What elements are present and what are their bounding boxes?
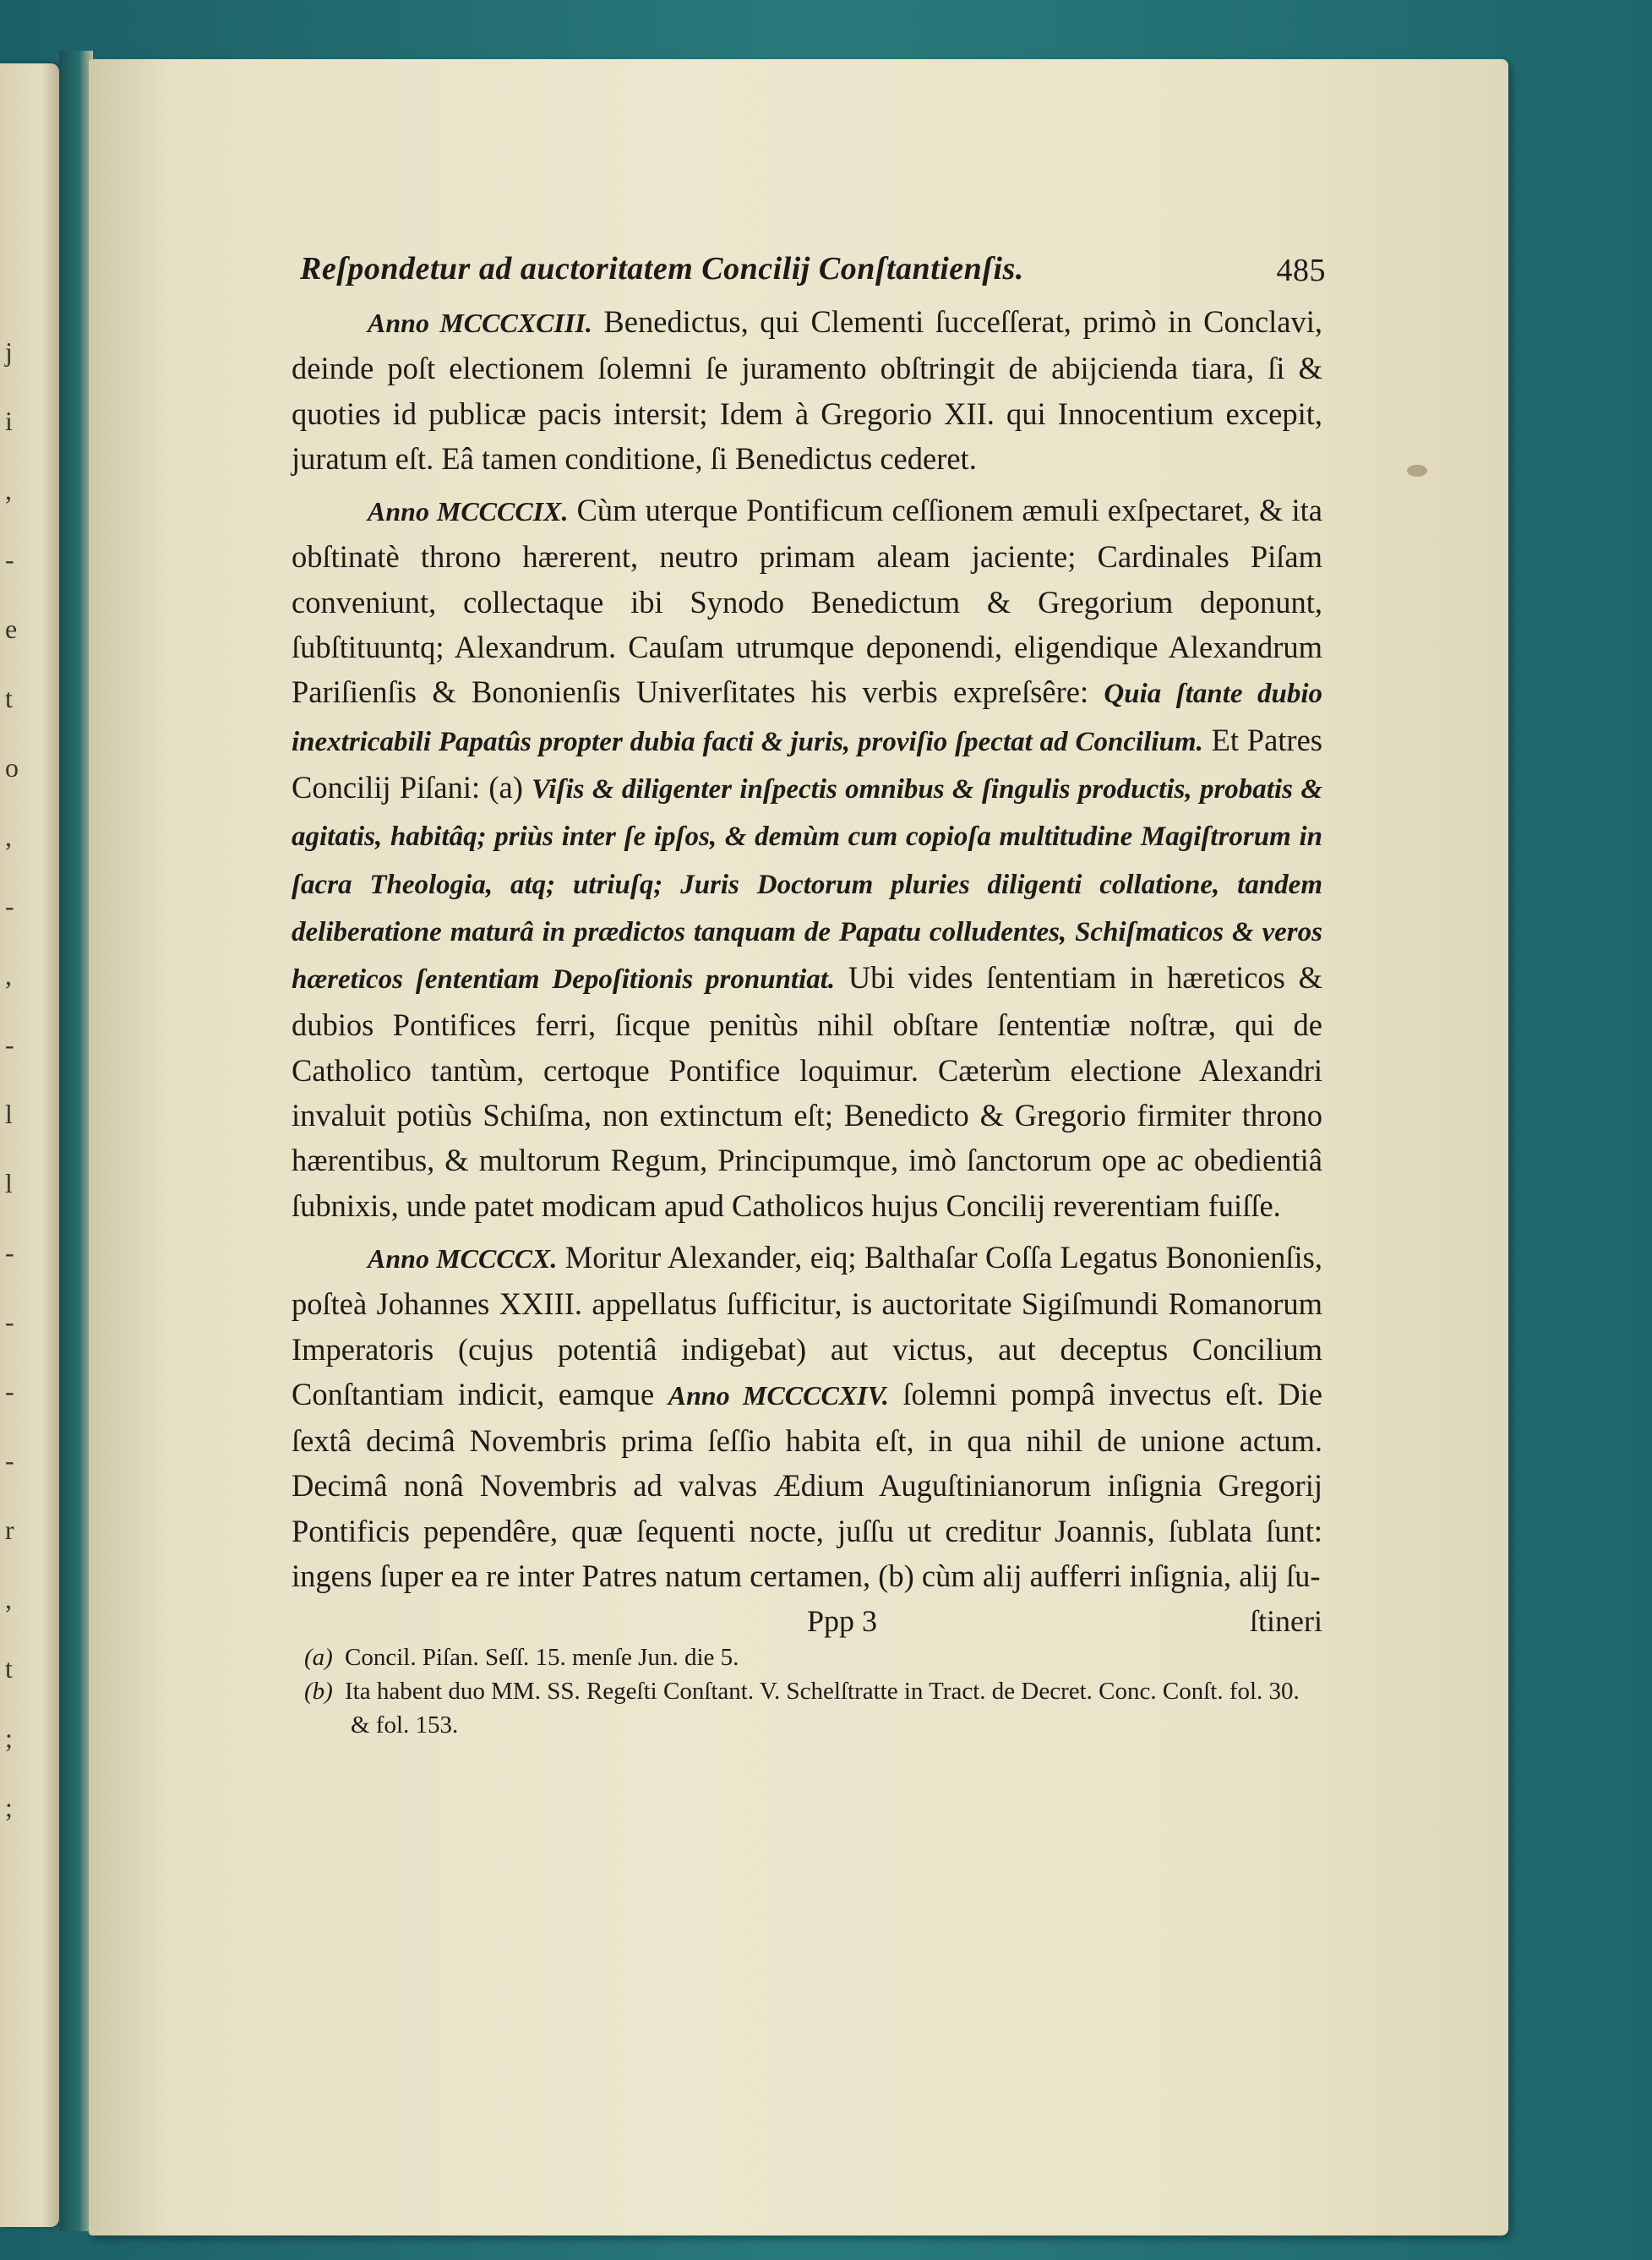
margin-mark: i xyxy=(5,406,13,436)
year-label: Anno MCCCCX. xyxy=(368,1242,558,1274)
book-page xyxy=(89,59,1508,2235)
quotation-universities: Quia ſtante dubio inextricabili Papatûs propter dubia facti & juris, proviſio ſpectat ad Concilium. xyxy=(292,679,1322,757)
paragraph-text: Benedictus, qui Clementi ſucceſſerat, primò in Conclavi, deinde poſt electionem ſolemni ſe juramento obſtringit de abijcienda tiara, ſi & quoties id publicæ pacis intersit; Idem à Gregorio XII. qui Innocentium excepit, juratum eſt. Eâ tamen conditione, ſi Benedictus cederet. xyxy=(292,304,1322,476)
paragraph-text: Et Patres Concilij Piſani: (a) xyxy=(292,722,1322,805)
footnote-text: Ita habent duo MM. SS. Regeſti Conſtant. V. Schelſtratte in Tract. de Decret. Conc. Conſt. fol. 30. & fol. 153. xyxy=(345,1678,1300,1739)
page-number: 485 xyxy=(1276,253,1326,288)
footnote-text: Concil. Piſan. Seſſ. 15. menſe Jun. die 5. xyxy=(345,1644,739,1672)
paragraph-text: Moritur Alexander, eiq; Balthaſar Coſſa Legatus Bononienſis, poſteà Johannes XXIII. appellatus ſufficitur, is auctoritate Sigiſmundi Romanorum Imperatoris (cujus potentiâ indigebat) aut victus, aut deceptus Concilium Conſtantiam indicit, eamque xyxy=(292,1239,1323,1411)
margin-mark: ; xyxy=(5,1722,13,1753)
year-label: Anno MCCCCIX. xyxy=(368,496,569,527)
paper-stain xyxy=(1407,465,1427,477)
margin-mark: j xyxy=(5,336,13,367)
margin-mark: - xyxy=(5,1237,14,1268)
facing-page-margin-marks xyxy=(5,317,39,1842)
margin-mark: o xyxy=(5,752,19,783)
margin-mark: - xyxy=(5,1029,14,1060)
catchword: ſtineri xyxy=(1250,1604,1322,1639)
margin-mark: t xyxy=(5,1653,13,1684)
facing-page-edge xyxy=(0,63,59,2227)
margin-mark: r xyxy=(5,1515,14,1545)
margin-mark: t xyxy=(5,683,13,713)
year-label: Anno MCCCXCIII. xyxy=(368,308,592,338)
year-label-inline: Anno MCCCCXIV. xyxy=(668,1379,889,1411)
margin-mark: , xyxy=(5,475,12,505)
margin-mark: , xyxy=(5,822,12,852)
footnote-mark: (a) xyxy=(304,1644,333,1672)
book-gutter xyxy=(59,51,93,2231)
footnote-b xyxy=(292,1674,1322,1742)
page-header xyxy=(292,245,1326,299)
footnote-mark: (b) xyxy=(304,1678,333,1706)
margin-mark: - xyxy=(5,891,14,921)
paragraph-text: ſolemni pompâ invectus eſt. Die ſextâ decimâ Novembris prima ſeſſio habita eſt, in qua nihil de unione actum. Decimâ nonâ Novembris ad valvas Ædium Auguſtinianorum inſignia Gregorij Pontificis pependêre, quæ ſequenti nocte, juſſu ut creditur Joannis, ſublata ſunt: ingens ſuper ea re inter Patres natum certamen, (b) cùm alij aufferri inſignia, alij ſu- xyxy=(292,1376,1322,1594)
margin-mark: - xyxy=(5,1445,14,1476)
margin-mark: - xyxy=(5,1376,14,1406)
signature-line xyxy=(292,1598,1322,1640)
paragraph-1393 xyxy=(292,299,1322,481)
paragraph-text: Cùm uterque Pontificum ceſſionem æmuli exſpectaret, & ita obſtinatè throno hærerent, neutro primam aleam jaciente; Cardinales Piſam conveniunt, collectaque ibi Synodo Benedictum & Gregorium deponunt, ſubſtituuntq; Alexandrum. Cauſam utrumque deponendi, eligendique Alexandrum Pariſienſis & Bononienſis Univerſitates his verbis expreſsêre: xyxy=(292,493,1322,710)
margin-mark: l xyxy=(5,1099,13,1129)
margin-mark: - xyxy=(5,544,14,575)
footnote-a xyxy=(292,1640,1322,1674)
paragraph-1410 xyxy=(292,1235,1322,1598)
running-title: Reſpondetur ad auctoritatem Concilij Conſtantienſis. xyxy=(300,251,1024,287)
margin-mark: l xyxy=(5,1168,13,1198)
margin-mark: , xyxy=(5,960,12,991)
margin-mark: , xyxy=(5,1584,12,1614)
signature-mark: Ppp 3 xyxy=(807,1604,878,1639)
footnotes xyxy=(292,1640,1322,1742)
text-block xyxy=(292,245,1326,1742)
margin-mark: e xyxy=(5,614,18,644)
paragraph-1409 xyxy=(292,488,1322,1228)
margin-mark: ; xyxy=(5,1792,13,1822)
quotation-council-pisa: Viſis & diligenter inſpectis omnibus & ſingulis productis, probatis & agitatis, habitâq; priùs inter ſe ipſos, & demùm cum copioſa multitudine Magiſtrorum in ſacra Theologia, atq; utriuſq; Juris Doctorum pluries diligenti collatione, tandem deliberatione maturâ in prædictos tanquam de Papatu colludentes, Schiſmaticos & veros hæreticos ſententiam Depoſitionis pronuntiat. xyxy=(292,773,1322,996)
paragraph-text: Ubi vides ſententiam in hæreticos & dubios Pontifices ferri, ſicque penitùs nihil obſtare ſententiæ noſtræ, qui de Catholico tantùm, certoque Pontifice loquimur. Cæterùm electione Alexandri invaluit potiùs Schiſma, non extinctum eſt; Benedicto & Gregorio firmiter throno hærentibus, & multorum Regum, Principumque, imò ſanctorum ope ac obedientiâ ſubnixis, unde patet modicam apud Catholicos hujus Concilij reverentiam fuiſſe. xyxy=(292,960,1322,1223)
margin-mark: - xyxy=(5,1307,14,1337)
